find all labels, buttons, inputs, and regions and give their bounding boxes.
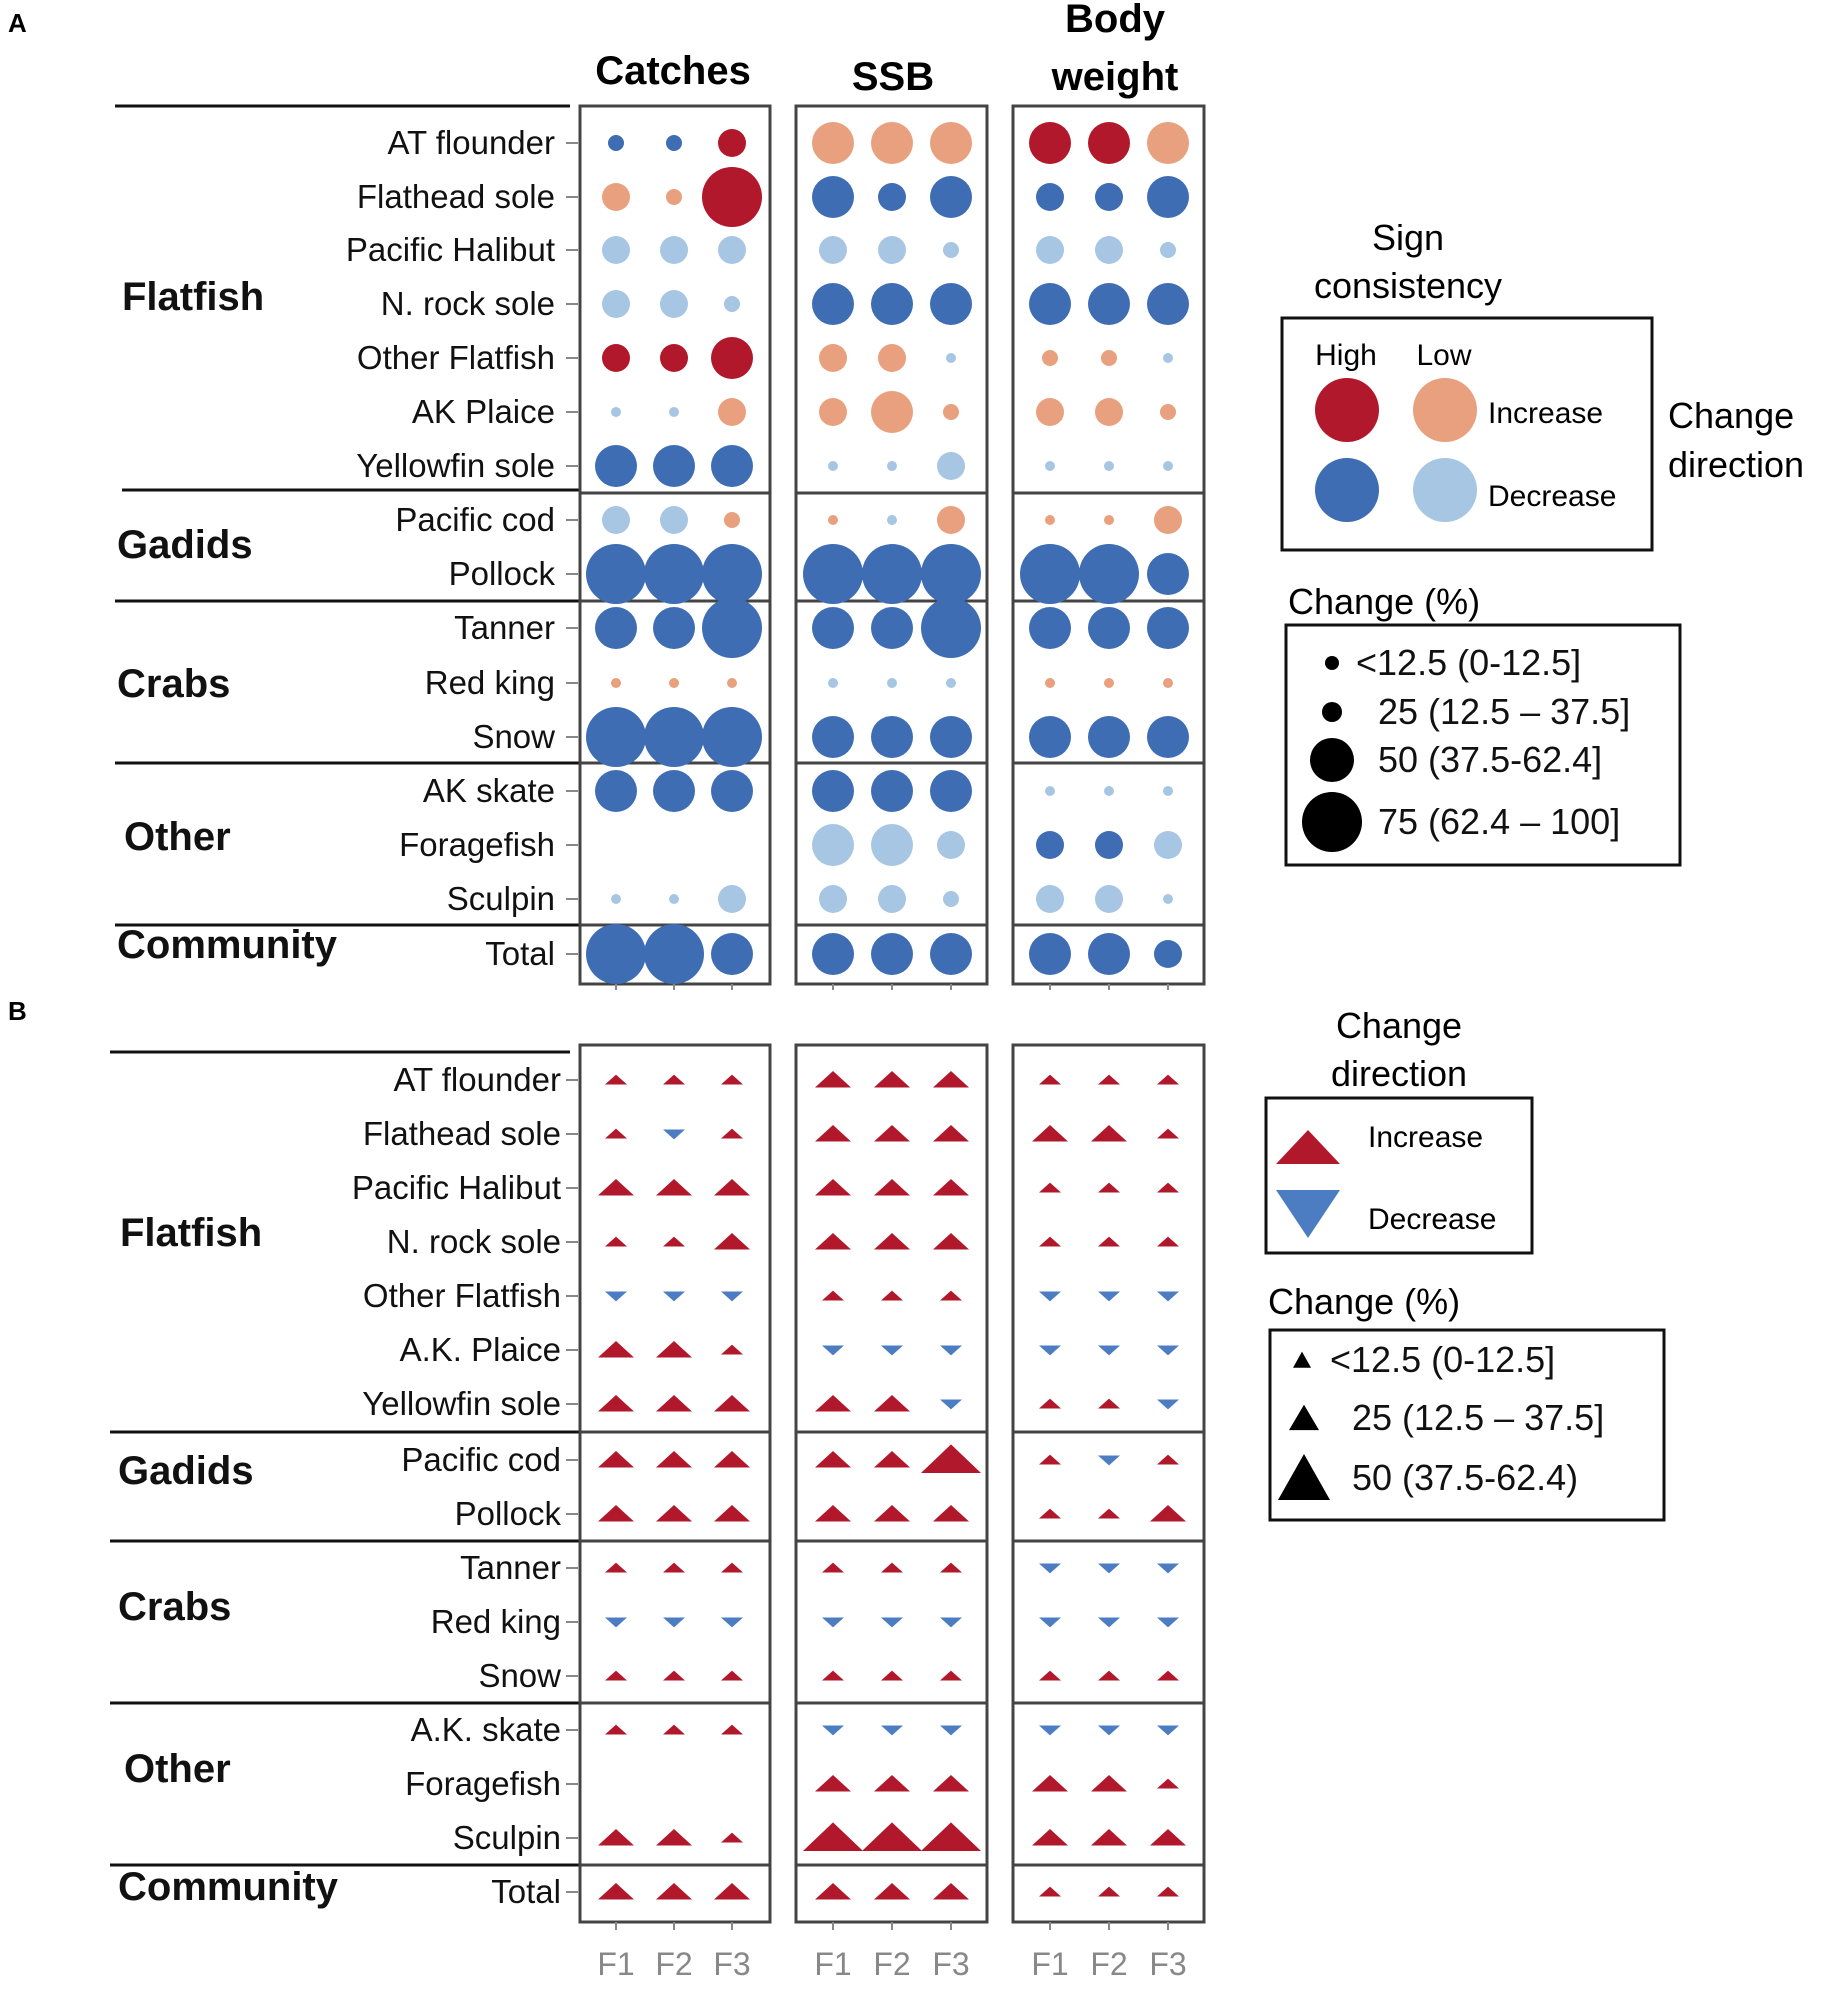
column-title-body-weight-line2: weight — [1051, 55, 1179, 99]
mark-a-ssb-n-rock-sole-f1 — [812, 283, 854, 325]
legend-b-size-triangle-25 — [1289, 1405, 1319, 1430]
species-label-flathead-sole: Flathead sole — [362, 1115, 561, 1152]
group-label-crabs: Crabs — [117, 662, 231, 706]
species-label-snow: Snow — [478, 1657, 561, 1694]
mark-a-catches-pacific-cod-f3 — [724, 512, 740, 528]
mark-a-catches-other-flatfish-f3 — [711, 337, 753, 379]
mark-a-ssb-pacific-halibut-f2 — [878, 236, 906, 264]
group-label-other: Other — [124, 815, 231, 859]
mark-a-body-weight-ak-plaice-f3 — [1160, 404, 1176, 420]
group-label-gadids: Gadids — [117, 523, 253, 567]
mark-a-body-weight-flathead-sole-f2 — [1095, 183, 1123, 211]
mark-a-catches-sculpin-f2 — [669, 894, 679, 904]
mark-a-ssb-sculpin-f3 — [943, 891, 959, 907]
species-label-n-rock-sole: N. rock sole — [386, 1223, 561, 1260]
mark-a-catches-pollock-f2 — [644, 544, 704, 604]
legend-a-low-label: Low — [1416, 339, 1472, 372]
mark-a-ssb-pacific-cod-f2 — [887, 515, 897, 525]
panel-a — [115, 106, 1204, 990]
legend-b-size-triangle-50 — [1278, 1454, 1330, 1500]
mark-a-ssb-ak-skate-f2 — [871, 770, 913, 812]
mark-a-ssb-pacific-cod-f1 — [828, 515, 838, 525]
x-tick-label-f1: F1 — [1031, 1946, 1069, 1982]
mark-a-catches-pollock-f1 — [586, 544, 646, 604]
species-label-at-flounder: AT flounder — [387, 124, 555, 161]
x-tick-label-f3: F3 — [1149, 1946, 1187, 1982]
mark-a-ssb-ak-plaice-f3 — [943, 404, 959, 420]
mark-a-catches-at-flounder-f3 — [718, 129, 746, 157]
mark-a-ssb-pacific-halibut-f1 — [819, 236, 847, 264]
mark-a-body-weight-pollock-f3 — [1147, 553, 1189, 595]
legend-a-size-label: 75 (62.4 – 100] — [1378, 801, 1621, 842]
mark-a-ssb-yellowfin-sole-f3 — [937, 452, 965, 480]
legend-b-increase-swatch — [1276, 1130, 1340, 1164]
mark-a-body-weight-other-flatfish-f1 — [1042, 350, 1058, 366]
mark-a-ssb-sculpin-f1 — [819, 885, 847, 913]
mark-a-body-weight-pacific-halibut-f2 — [1095, 236, 1123, 264]
species-label-a-k-plaice: A.K. Plaice — [399, 1331, 561, 1368]
mark-a-catches-flathead-sole-f3 — [702, 167, 762, 227]
mark-a-ssb-snow-f3 — [930, 716, 972, 758]
mark-a-ssb-other-flatfish-f2 — [878, 344, 906, 372]
mark-a-body-weight-pacific-halibut-f3 — [1160, 242, 1176, 258]
mark-a-catches-flathead-sole-f2 — [666, 189, 682, 205]
mark-a-catches-tanner-f3 — [702, 598, 762, 658]
species-label-ak-skate: AK skate — [422, 772, 555, 809]
mark-a-body-weight-snow-f1 — [1029, 716, 1071, 758]
species-label-red-king: Red king — [430, 1603, 561, 1640]
species-label-sculpin: Sculpin — [452, 1819, 561, 1856]
species-label-red-king: Red king — [424, 664, 555, 701]
mark-a-catches-total-f2 — [644, 924, 704, 984]
species-label-total: Total — [491, 1873, 561, 1910]
mark-a-ssb-at-flounder-f2 — [871, 122, 913, 164]
legend-a-high-label: High — [1315, 339, 1377, 372]
mark-a-body-weight-pacific-cod-f1 — [1045, 515, 1055, 525]
mark-a-catches-red-king-f1 — [611, 678, 621, 688]
mark-a-ssb-red-king-f1 — [828, 678, 838, 688]
group-label-community: Community — [117, 923, 337, 967]
mark-a-body-weight-at-flounder-f3 — [1147, 122, 1189, 164]
mark-a-ssb-total-f3 — [930, 933, 972, 975]
mark-a-ssb-yellowfin-sole-f2 — [887, 461, 897, 471]
mark-a-body-weight-yellowfin-sole-f2 — [1104, 461, 1114, 471]
mark-a-ssb-tanner-f1 — [812, 607, 854, 649]
mark-a-ssb-total-f1 — [812, 933, 854, 975]
mark-a-catches-at-flounder-f1 — [608, 135, 624, 151]
group-label-crabs: Crabs — [118, 1585, 232, 1629]
legend-a — [1282, 217, 1804, 865]
legend-b — [1266, 1005, 1664, 1520]
species-label-ak-plaice: AK Plaice — [411, 393, 555, 430]
mark-a-ssb-foragefish-f2 — [871, 824, 913, 866]
mark-a-catches-n-rock-sole-f1 — [602, 290, 630, 318]
mark-a-catches-other-flatfish-f2 — [660, 344, 688, 372]
legend-b-size-title: Change (%) — [1268, 1281, 1461, 1322]
mark-a-catches-yellowfin-sole-f3 — [711, 445, 753, 487]
mark-a-ssb-ak-plaice-f2 — [871, 391, 913, 433]
mark-a-catches-red-king-f2 — [669, 678, 679, 688]
mark-a-catches-red-king-f3 — [727, 678, 737, 688]
species-label-at-flounder: AT flounder — [393, 1061, 561, 1098]
mark-a-body-weight-foragefish-f3 — [1154, 831, 1182, 859]
mark-a-ssb-red-king-f3 — [946, 678, 956, 688]
mark-a-ssb-foragefish-f3 — [937, 831, 965, 859]
mark-a-ssb-ak-skate-f1 — [812, 770, 854, 812]
mark-a-catches-ak-skate-f3 — [711, 770, 753, 812]
mark-a-catches-ak-plaice-f1 — [611, 407, 621, 417]
species-label-sculpin: Sculpin — [446, 880, 555, 917]
panel-b-tag: B — [8, 996, 27, 1026]
mark-a-catches-other-flatfish-f1 — [602, 344, 630, 372]
legend-a-consistency-title: Sign — [1371, 217, 1445, 258]
panel-a-tag: A — [8, 8, 27, 38]
mark-a-body-weight-total-f3 — [1154, 940, 1182, 968]
species-label-pollock: Pollock — [448, 555, 555, 592]
mark-a-catches-pollock-f3 — [702, 544, 762, 604]
legend-b-size-label: 50 (37.5-62.4) — [1352, 1457, 1579, 1498]
legend-a-size-dot-50 — [1310, 738, 1354, 782]
mark-a-ssb-pollock-f3 — [921, 544, 981, 604]
group-label-gadids: Gadids — [118, 1449, 254, 1493]
mark-a-catches-tanner-f2 — [653, 607, 695, 649]
column-title-ssb: SSB — [851, 55, 935, 99]
group-label-flatfish: Flatfish — [122, 275, 265, 319]
mark-a-body-weight-n-rock-sole-f3 — [1147, 283, 1189, 325]
mark-a-ssb-flathead-sole-f2 — [878, 183, 906, 211]
mark-a-catches-pacific-halibut-f2 — [660, 236, 688, 264]
mark-a-catches-yellowfin-sole-f1 — [595, 445, 637, 487]
mark-a-body-weight-pollock-f1 — [1020, 544, 1080, 604]
mark-a-ssb-snow-f2 — [871, 716, 913, 758]
mark-a-ssb-red-king-f2 — [887, 678, 897, 688]
mark-a-ssb-pollock-f2 — [862, 544, 922, 604]
mark-a-body-weight-red-king-f2 — [1104, 678, 1114, 688]
mark-a-ssb-n-rock-sole-f3 — [930, 283, 972, 325]
mark-a-body-weight-foragefish-f2 — [1095, 831, 1123, 859]
legend-a-low-decrease-swatch — [1413, 458, 1477, 522]
legend-a-size-title: Change (%) — [1288, 581, 1481, 622]
legend-b-increase-label: Increase — [1368, 1121, 1484, 1154]
column-title-catches: Catches — [595, 49, 751, 93]
mark-a-ssb-n-rock-sole-f2 — [871, 283, 913, 325]
mark-a-catches-snow-f3 — [702, 707, 762, 767]
mark-a-body-weight-snow-f2 — [1088, 716, 1130, 758]
species-label-pacific-halibut: Pacific Halibut — [345, 231, 555, 268]
mark-a-catches-total-f3 — [711, 933, 753, 975]
mark-a-body-weight-n-rock-sole-f2 — [1088, 283, 1130, 325]
mark-a-body-weight-other-flatfish-f3 — [1163, 353, 1173, 363]
species-label-pacific-cod: Pacific cod — [395, 501, 555, 538]
species-label-snow: Snow — [472, 718, 555, 755]
mark-a-catches-pacific-cod-f2 — [660, 506, 688, 534]
legend-a-high-increase-swatch — [1315, 378, 1379, 442]
panel-b-catches-frame — [580, 1045, 770, 1922]
legend-a-direction-title-line2: direction — [1668, 444, 1805, 485]
mark-a-body-weight-foragefish-f1 — [1036, 831, 1064, 859]
mark-a-ssb-tanner-f2 — [871, 607, 913, 649]
mark-a-ssb-pacific-cod-f3 — [937, 506, 965, 534]
mark-a-ssb-sculpin-f2 — [878, 885, 906, 913]
mark-a-catches-yellowfin-sole-f2 — [653, 445, 695, 487]
legend-a-size-label: 25 (12.5 – 37.5] — [1378, 691, 1631, 732]
mark-a-ssb-ak-plaice-f1 — [819, 398, 847, 426]
legend-a-high-decrease-swatch — [1315, 458, 1379, 522]
mark-a-body-weight-tanner-f2 — [1088, 607, 1130, 649]
mark-a-body-weight-ak-skate-f3 — [1163, 786, 1173, 796]
legend-a-direction-title: Change — [1668, 395, 1795, 436]
mark-a-catches-snow-f1 — [586, 707, 646, 767]
x-tick-label-f3: F3 — [932, 1946, 970, 1982]
mark-a-catches-pacific-halibut-f3 — [718, 236, 746, 264]
legend-a-size-dot-12-5 — [1325, 656, 1339, 670]
mark-a-body-weight-ak-skate-f2 — [1104, 786, 1114, 796]
mark-a-ssb-snow-f1 — [812, 716, 854, 758]
mark-a-ssb-flathead-sole-f3 — [930, 176, 972, 218]
mark-a-body-weight-at-flounder-f1 — [1029, 122, 1071, 164]
mark-a-body-weight-other-flatfish-f2 — [1101, 350, 1117, 366]
species-label-pacific-cod: Pacific cod — [401, 1441, 561, 1478]
legend-a-size-dot-75 — [1302, 792, 1362, 852]
mark-a-ssb-pacific-halibut-f3 — [943, 242, 959, 258]
legend-a-size-dot-25 — [1322, 702, 1342, 722]
mark-a-body-weight-sculpin-f3 — [1163, 894, 1173, 904]
mark-a-ssb-at-flounder-f1 — [812, 122, 854, 164]
species-label-foragefish: Foragefish — [399, 826, 555, 863]
mark-a-body-weight-ak-plaice-f1 — [1036, 398, 1064, 426]
species-label-pacific-halibut: Pacific Halibut — [351, 1169, 561, 1206]
legend-a-increase-label: Increase — [1488, 397, 1604, 430]
legend-b-direction-title-line2: direction — [1330, 1053, 1468, 1094]
species-label-yellowfin-sole: Yellowfin sole — [356, 447, 555, 484]
mark-a-body-weight-n-rock-sole-f1 — [1029, 283, 1071, 325]
x-tick-label-f1: F1 — [814, 1946, 852, 1982]
x-tick-label-f2: F2 — [873, 1946, 911, 1982]
mark-a-catches-ak-plaice-f3 — [718, 398, 746, 426]
mark-a-catches-ak-plaice-f2 — [669, 407, 679, 417]
species-label-flathead-sole: Flathead sole — [356, 178, 555, 215]
mark-a-ssb-yellowfin-sole-f1 — [828, 461, 838, 471]
mark-a-catches-sculpin-f1 — [611, 894, 621, 904]
species-label-a-k-skate: A.K. skate — [410, 1711, 561, 1748]
mark-a-catches-ak-skate-f1 — [595, 770, 637, 812]
mark-a-ssb-flathead-sole-f1 — [812, 176, 854, 218]
legend-a-size-label: <12.5 (0-12.5] — [1356, 642, 1582, 683]
mark-a-body-weight-snow-f3 — [1147, 716, 1189, 758]
legend-b-decrease-swatch — [1276, 1190, 1340, 1238]
mark-a-body-weight-pacific-cod-f2 — [1104, 515, 1114, 525]
species-label-pollock: Pollock — [454, 1495, 561, 1532]
mark-a-body-weight-sculpin-f2 — [1095, 885, 1123, 913]
mark-a-catches-at-flounder-f2 — [666, 135, 682, 151]
mark-a-body-weight-sculpin-f1 — [1036, 885, 1064, 913]
species-label-other-flatfish: Other Flatfish — [362, 1277, 561, 1314]
group-label-community: Community — [118, 1865, 338, 1909]
panel-b — [110, 1045, 1204, 1982]
species-label-n-rock-sole: N. rock sole — [380, 285, 555, 322]
mark-a-body-weight-red-king-f3 — [1163, 678, 1173, 688]
legend-a-low-increase-swatch — [1413, 378, 1477, 442]
mark-a-ssb-pollock-f1 — [803, 544, 863, 604]
mark-a-catches-pacific-cod-f1 — [602, 506, 630, 534]
legend-b-decrease-label: Decrease — [1368, 1203, 1497, 1236]
legend-b-direction-title: Change — [1335, 1005, 1463, 1046]
mark-a-body-weight-total-f1 — [1029, 933, 1071, 975]
mark-a-catches-flathead-sole-f1 — [602, 183, 630, 211]
mark-a-body-weight-ak-plaice-f2 — [1095, 398, 1123, 426]
x-tick-label-f2: F2 — [655, 1946, 693, 1982]
legend-b-size-label: <12.5 (0-12.5] — [1330, 1339, 1556, 1380]
mark-a-body-weight-flathead-sole-f3 — [1147, 176, 1189, 218]
mark-a-ssb-at-flounder-f3 — [930, 122, 972, 164]
species-label-total: Total — [485, 935, 555, 972]
group-label-flatfish: Flatfish — [120, 1211, 263, 1255]
species-label-tanner: Tanner — [454, 609, 555, 646]
mark-a-catches-n-rock-sole-f2 — [660, 290, 688, 318]
mark-a-ssb-total-f2 — [871, 933, 913, 975]
legend-b-size-triangle-12-5 — [1293, 1352, 1311, 1368]
mark-a-ssb-other-flatfish-f3 — [946, 353, 956, 363]
mark-a-catches-tanner-f1 — [595, 607, 637, 649]
legend-a-size-label: 50 (37.5-62.4] — [1378, 739, 1603, 780]
mark-a-body-weight-pollock-f2 — [1079, 544, 1139, 604]
x-tick-label-f1: F1 — [597, 1946, 635, 1982]
species-label-tanner: Tanner — [460, 1549, 561, 1586]
mark-a-body-weight-tanner-f1 — [1029, 607, 1071, 649]
mark-a-body-weight-red-king-f1 — [1045, 678, 1055, 688]
mark-a-body-weight-total-f2 — [1088, 933, 1130, 975]
mark-a-catches-pacific-halibut-f1 — [602, 236, 630, 264]
mark-a-catches-n-rock-sole-f3 — [724, 296, 740, 312]
group-label-other: Other — [124, 1747, 231, 1791]
mark-a-body-weight-yellowfin-sole-f3 — [1163, 461, 1173, 471]
mark-a-ssb-foragefish-f1 — [812, 824, 854, 866]
species-label-foragefish: Foragefish — [405, 1765, 561, 1802]
legend-b-size-label: 25 (12.5 – 37.5] — [1352, 1397, 1605, 1438]
x-tick-label-f3: F3 — [713, 1946, 751, 1982]
x-tick-label-f2: F2 — [1090, 1946, 1128, 1982]
legend-a-consistency-title-line2: consistency — [1313, 265, 1503, 306]
species-label-other-flatfish: Other Flatfish — [356, 339, 555, 376]
column-title-body-weight: Body — [1065, 0, 1165, 41]
legend-a-decrease-label: Decrease — [1488, 480, 1617, 513]
mark-a-catches-sculpin-f3 — [718, 885, 746, 913]
mark-a-ssb-tanner-f3 — [921, 598, 981, 658]
mark-a-catches-snow-f2 — [644, 707, 704, 767]
mark-a-body-weight-flathead-sole-f1 — [1036, 183, 1064, 211]
mark-a-body-weight-yellowfin-sole-f1 — [1045, 461, 1055, 471]
mark-a-body-weight-at-flounder-f2 — [1088, 122, 1130, 164]
mark-a-ssb-ak-skate-f3 — [930, 770, 972, 812]
mark-a-body-weight-ak-skate-f1 — [1045, 786, 1055, 796]
mark-a-catches-total-f1 — [586, 924, 646, 984]
species-label-yellowfin-sole: Yellowfin sole — [362, 1385, 561, 1422]
mark-a-body-weight-pacific-cod-f3 — [1154, 506, 1182, 534]
mark-a-catches-ak-skate-f2 — [653, 770, 695, 812]
mark-a-body-weight-tanner-f3 — [1147, 607, 1189, 649]
mark-a-body-weight-pacific-halibut-f1 — [1036, 236, 1064, 264]
mark-a-ssb-other-flatfish-f1 — [819, 344, 847, 372]
